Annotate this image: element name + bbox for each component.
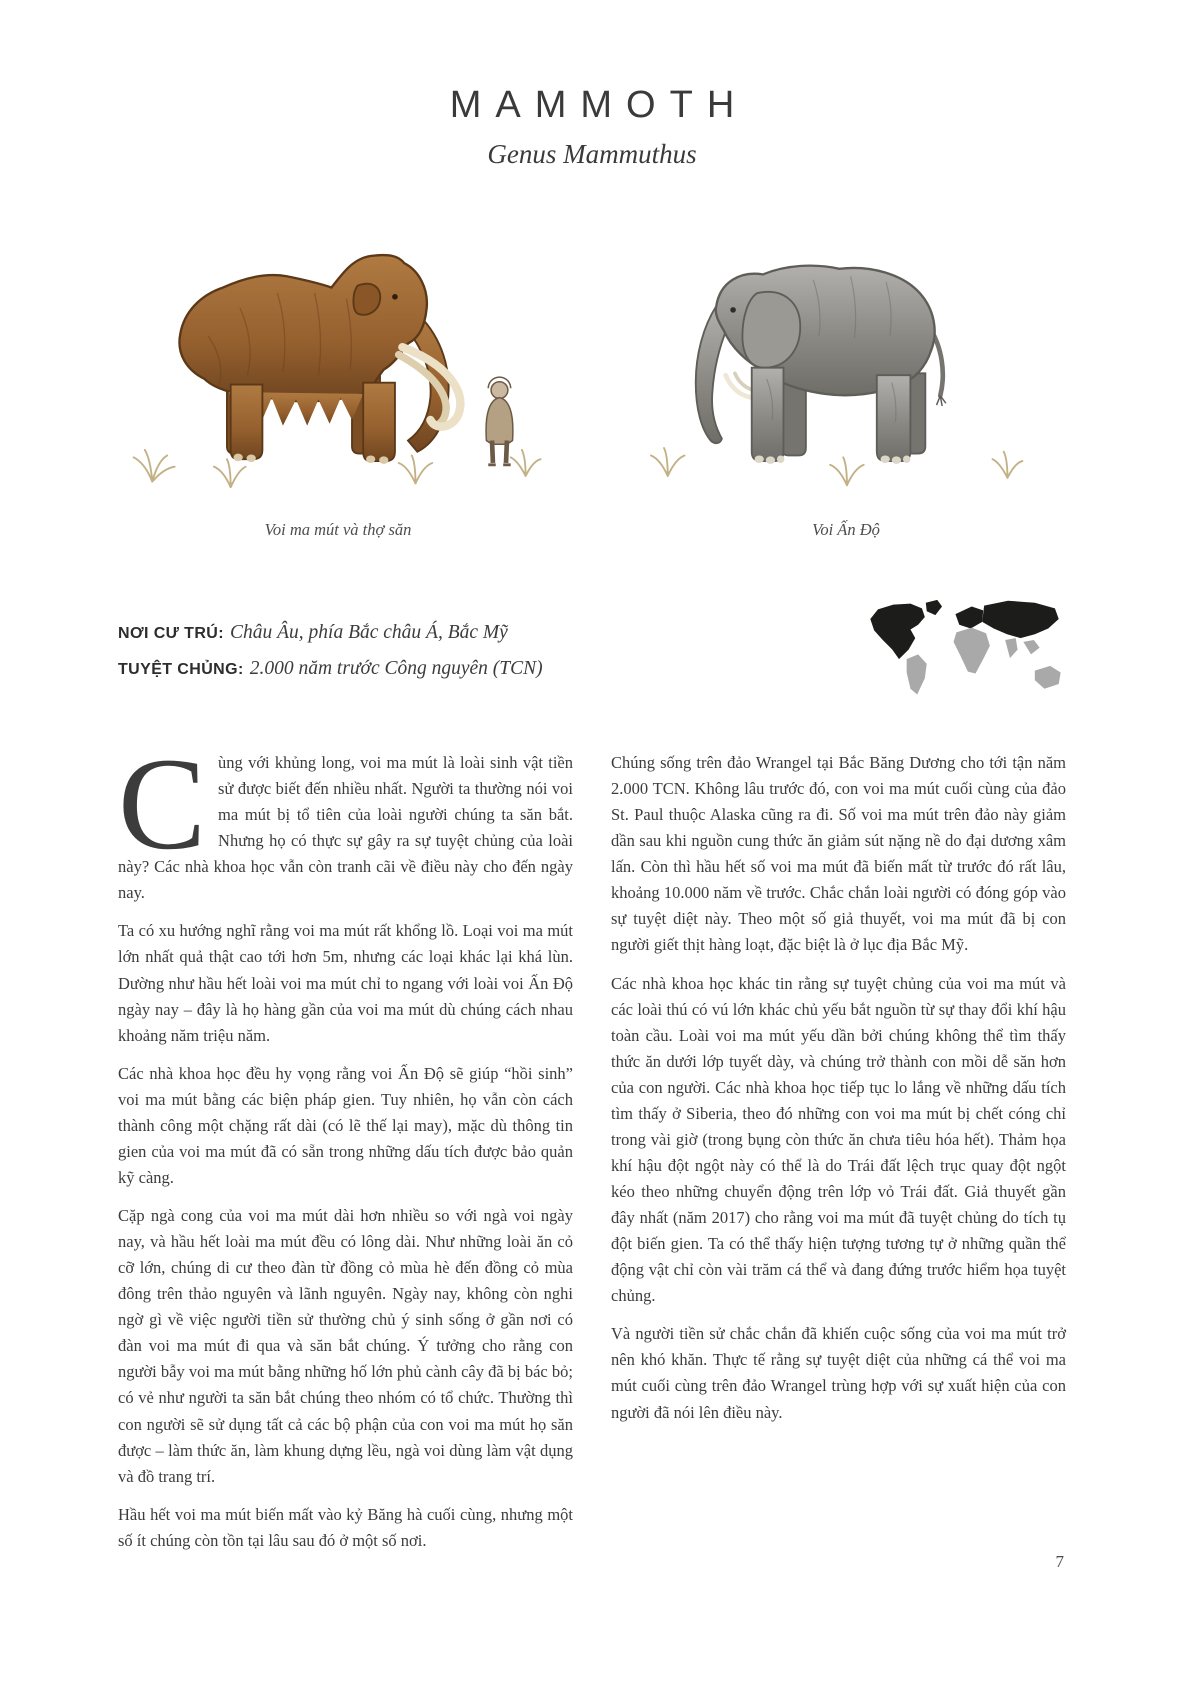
mammoth-caption: Voi ma mút và thợ săn	[264, 520, 412, 539]
right-column	[611, 750, 1066, 1566]
paragraph: Các nhà khoa học khác tin rằng sự tuyệt chủng của voi ma mút và các loài thú có vú lớn khác chủ yếu bắt nguồn từ sự thay đổi khí hậu toàn cầu. Loài voi ma mút yếu dần bởi chúng không thể tìm thấy thức ăn dưới lớp tuyết dày, và chúng trở thành con mồi dễ săn hơn của con người. Các nhà khoa học tiếp tục lo lắng về những dấu tích tìm thấy ở Siberia, theo đó những con voi ma mút bị chết cóng chỉ trong vài giờ (trong bụng còn thức ăn chưa tiêu hóa hết). Thảm họa khí hậu đột ngột này có thể là do Trái đất lệch trục quay đột ngột kéo theo những chuyển động trên lớp vỏ Trái đất. Giả thuyết gần đây nhất (năm 2017) cho rằng voi ma mút đã tuyệt chủng do tích tụ đột biến gien. Ta có thể thấy hiện tượng tương tự ở những quần thể động vật chỉ còn vài trăm cá thể và đang đứng trước hiểm họa tuyệt chủng.	[611, 973, 1066, 1306]
extinction-value: 2.000 năm trước Công nguyên (TCN)	[249, 658, 543, 679]
map-region-southeast-asia	[1023, 640, 1039, 654]
elephant-drawing	[696, 266, 946, 464]
elephant-figure	[604, 196, 1088, 540]
masthead	[0, 0, 1184, 170]
elephant-caption: Voi Ấn Độ	[812, 520, 880, 539]
figures-row	[0, 196, 1184, 540]
hunter-drawing	[486, 377, 513, 465]
map-region-north-asia	[982, 601, 1059, 638]
elephant-eye	[730, 307, 736, 313]
map-region-india	[1005, 638, 1017, 658]
map-region-africa	[954, 628, 990, 674]
paragraph: Và người tiền sử chắc chắn đã khiến cuộc sống của voi ma mút trở nên khó khăn. Thực tế rằng sự tuyệt diệt của những cá thể voi ma mút cuối cùng trên đảo Wrangel trùng hợp với sự xuất hiện của con người đã nói lên điều này.	[611, 1324, 1066, 1422]
drop-cap: C	[118, 730, 207, 877]
habitat-fact	[118, 615, 543, 651]
paragraph: Hầu hết voi ma mút biến mất vào kỷ Băng hà cuối cùng, nhưng một số ít chúng còn tồn tại lâu sau đó ở một số nơi.	[118, 1504, 573, 1550]
info-row	[0, 596, 1184, 706]
left-column	[118, 730, 573, 1566]
page-number: 7	[1055, 1552, 1064, 1571]
mammoth-eye	[392, 294, 398, 300]
paragraph: Chúng sống trên đảo Wrangel tại Bắc Băng Dương cho tới tận năm 2.000 TCN. Không lâu trước đó, con voi ma mút cuối cùng của đảo St. Paul thuộc Alaska cũng ra đi. Số voi ma mút trên đảo này giảm dần sau khi nguồn cung thức ăn giảm sút nặng nề do đại dương xâm lấn. Còn thì hầu hết số voi ma mút đã biến mất từ trước đó rất lâu, khoảng 10.000 năm về trước. Chắc chắn loài người có đóng góp vào sự tuyệt diệt này. Theo một số giả thuyết, voi ma mút đã bị con người giết thịt hàng loạt, đặc biệt là ở lục địa Bắc Mỹ.	[611, 753, 1066, 955]
habitat-value: Châu Âu, phía Bắc châu Á, Bắc Mỹ	[229, 622, 508, 643]
elephant-illustration	[604, 196, 1088, 504]
map-region-south-america	[907, 654, 927, 694]
grass-tufts	[134, 450, 541, 487]
extinction-fact	[118, 651, 543, 687]
page-subtitle: Genus Mammuthus	[487, 139, 697, 169]
extinction-label: TUYỆT CHỦNG:	[118, 661, 244, 678]
grass-tufts	[651, 448, 1022, 485]
article	[0, 730, 1184, 1566]
mammoth-figure	[96, 196, 580, 540]
page-title: MAMMOTH	[449, 84, 749, 126]
mammoth-illustration	[96, 196, 580, 504]
habitat-label: NƠI CƯ TRÚ:	[118, 625, 224, 642]
paragraph: Ta có xu hướng nghĩ rằng voi ma mút rất khổng lồ. Loại voi ma mút lớn nhất quả thật cao tới hơn 5m, nhưng các loại khác lại khá lùn. Dường như hầu hết loài voi ma mút chỉ to ngang với loài voi Ấn Độ ngày nay – đây là họ hàng gần của voi ma mút dù chúng cách nhau khoảng năm triệu năm.	[118, 921, 573, 1045]
map-region-australia	[1035, 666, 1061, 689]
facts-block	[118, 615, 543, 687]
paragraph-text: ùng với khủng long, voi ma mút là loài sinh vật tiền sử được biết đến nhiều nhất. Người ta thường nói voi ma mút bị tổ tiên của loài người chúng ta săn bắt. Nhưng họ có thực sự gây ra sự tuyệt chủng của loài này? Các nhà khoa học vẫn còn tranh cãi về điều này cho đến ngày nay.	[118, 753, 573, 903]
paragraph: Cặp ngà cong của voi ma mút dài hơn nhiều so với ngà voi ngày nay, và hầu hết loài ma mút đều có lông dài. Như những loài ăn cỏ cỡ lớn, chúng di cư theo đàn từ đồng cỏ mùa hè đến đồng cỏ mùa đông trên thảo nguyên và lãnh nguyên. Ngày nay, không còn nghi ngờ gì về việc người tiền sử thường chủ ý sinh sống ở gần nơi có đàn voi ma mút đi qua và săn bắt chúng. Ý tưởng cho rằng con người bẫy voi ma mút bằng những hố lớn phủ cành cây đã bị bác bỏ; có vẻ như người ta săn bắt chúng theo nhóm có tổ chức. Thường thì con người sẽ sử dụng tất cả các bộ phận của con voi ma mút họ săn được – làm thức ăn, làm khung dựng lều, ngà voi dùng làm vật dụng và đồ trang trí.	[118, 1206, 573, 1486]
map-region-greenland	[926, 600, 942, 615]
world-map	[864, 596, 1066, 706]
paragraph: Các nhà khoa học đều hy vọng rằng voi Ấn Độ sẽ giúp “hồi sinh” voi ma mút bằng các biện pháp gien. Tuy nhiên, họ vẫn còn cách thành công một chặng rất dài (có lẽ thế lại may), mặc dù thông tin gien của voi ma mút đã có sẵn trong những dấu tích được bảo quản kỹ càng.	[118, 1063, 573, 1187]
paragraph	[118, 730, 573, 906]
map-region-europe	[955, 607, 983, 629]
mammoth-drawing	[179, 255, 460, 464]
map-region-north-america	[870, 604, 925, 659]
